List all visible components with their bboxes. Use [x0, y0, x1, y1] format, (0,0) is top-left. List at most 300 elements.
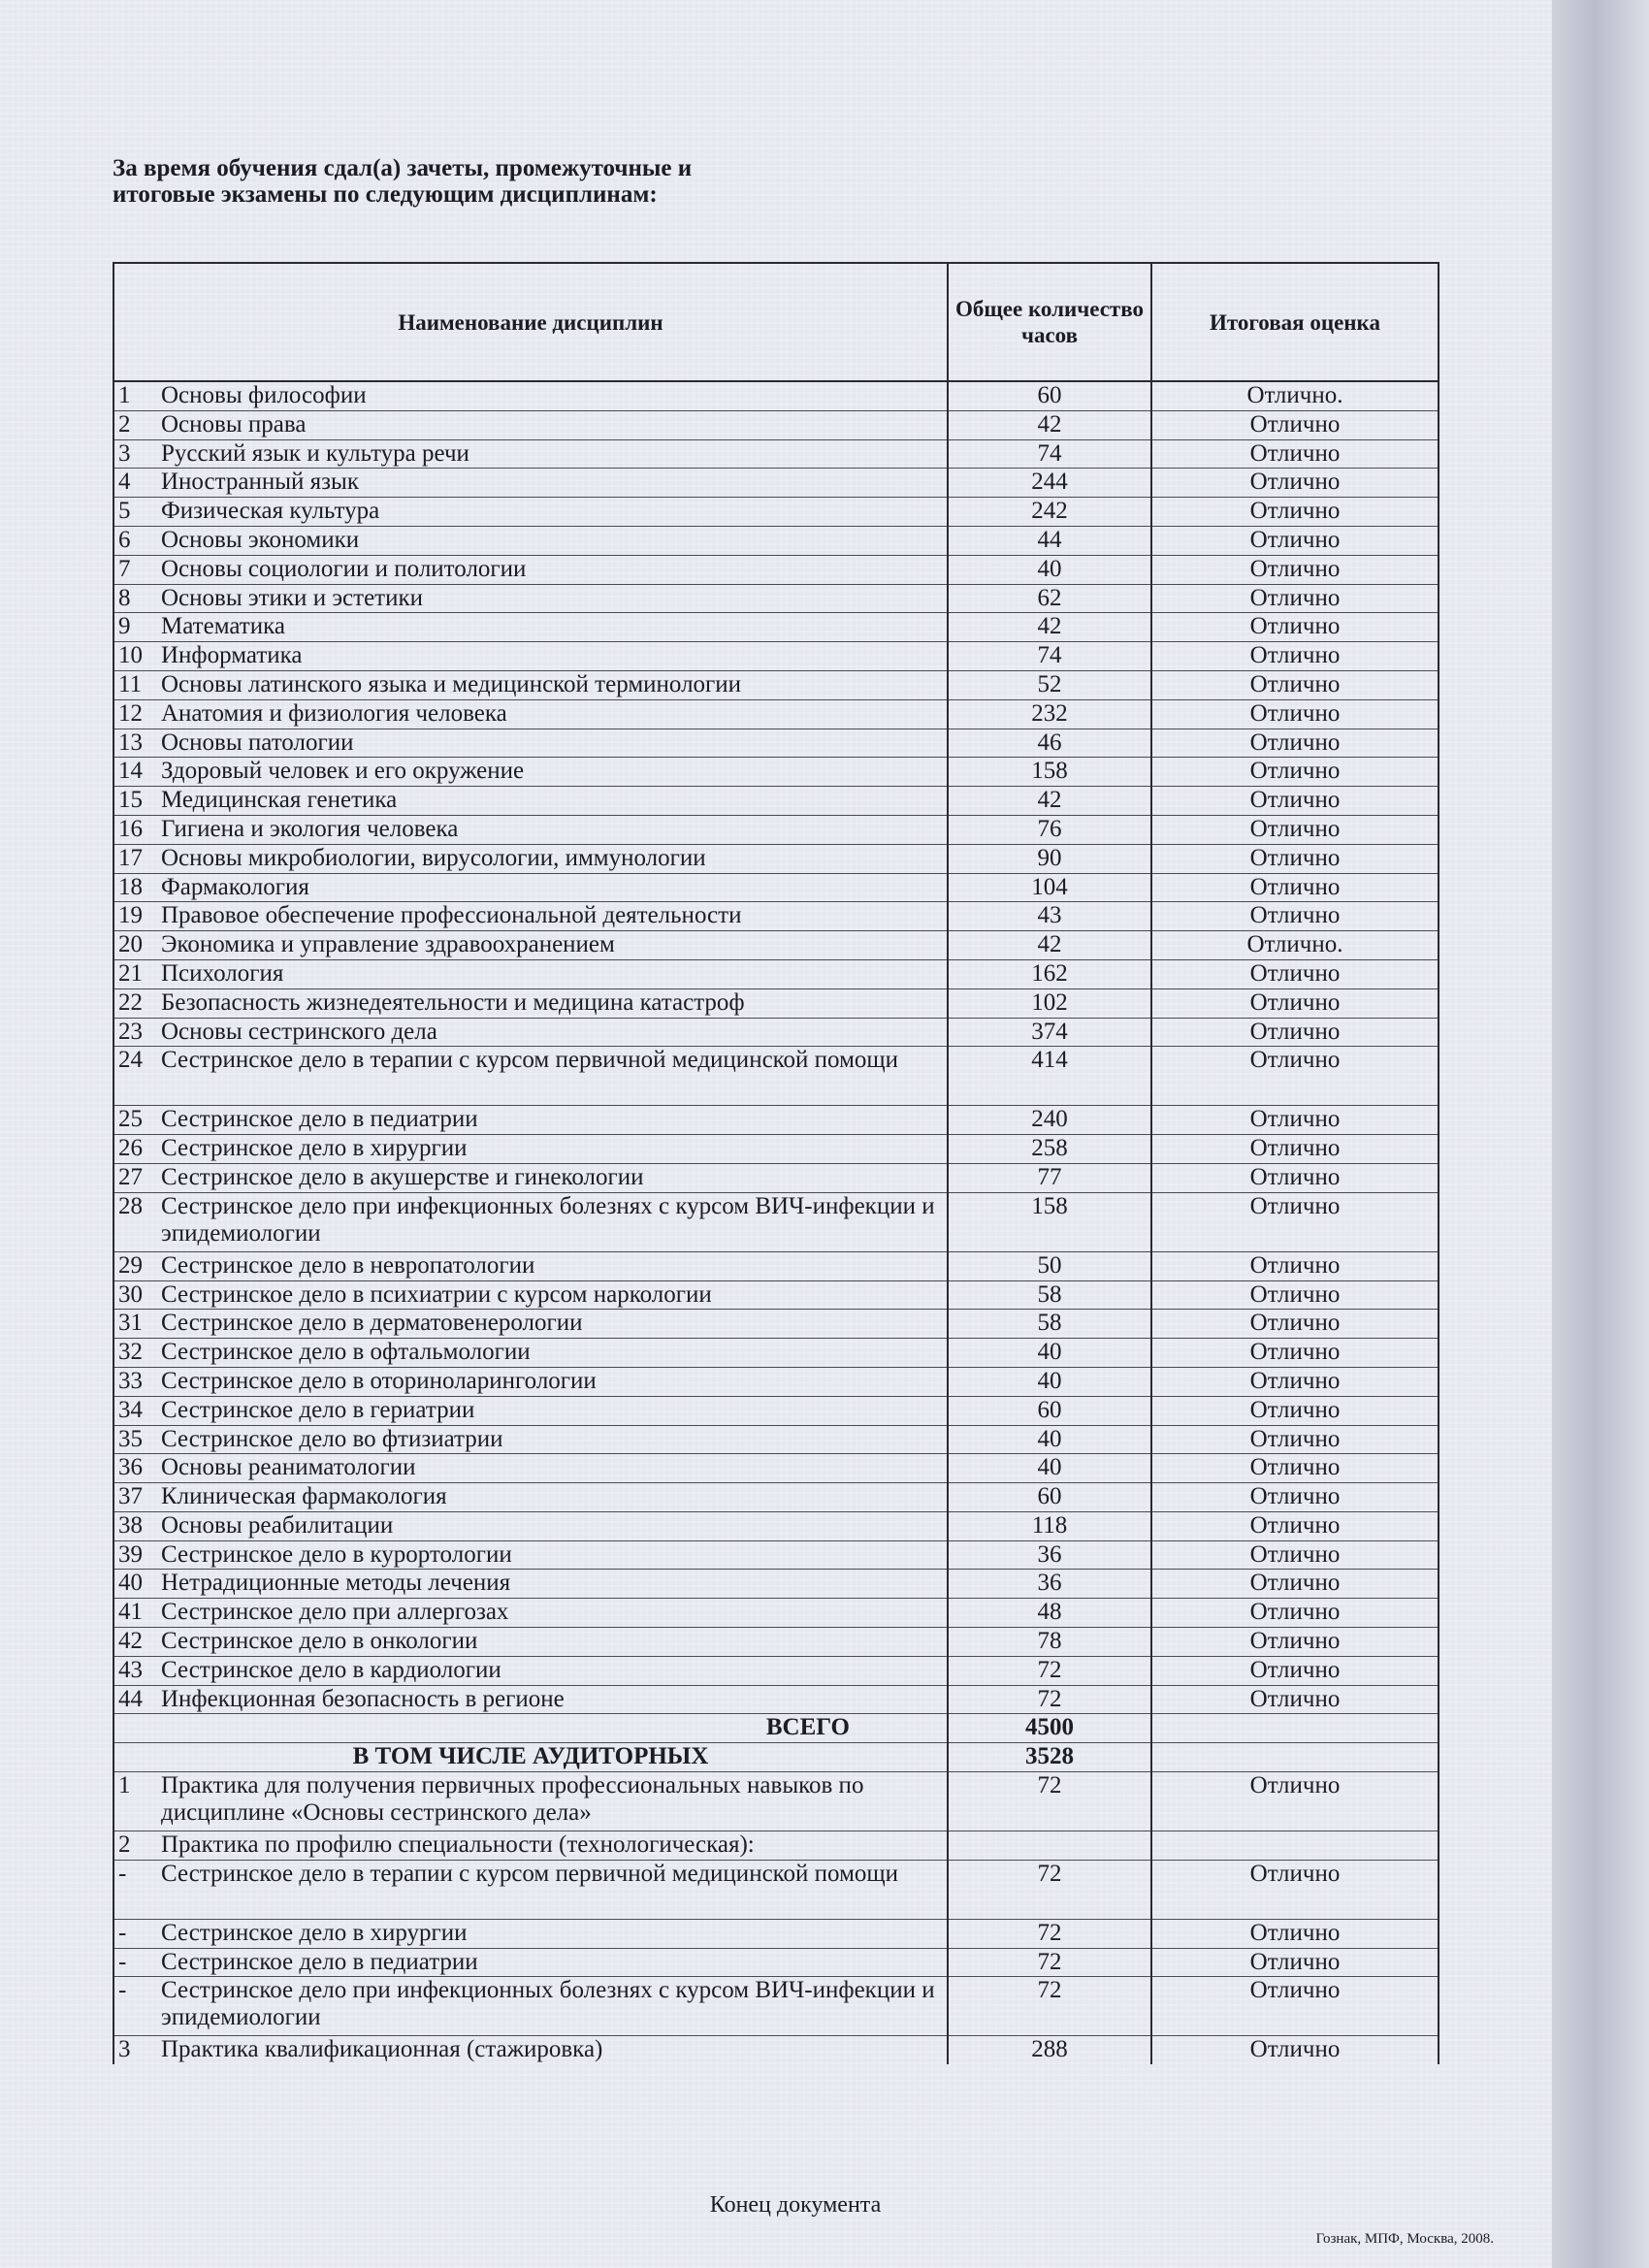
row-number: - — [118, 1860, 127, 1887]
table-row — [113, 1396, 1439, 1425]
grade-cell: Отлично — [1151, 1396, 1439, 1425]
discipline-cell — [113, 1628, 948, 1657]
table-row — [113, 526, 1439, 555]
grade-cell: Отлично — [1151, 670, 1439, 699]
row-number: 17 — [118, 844, 143, 871]
table-row — [113, 1454, 1439, 1483]
grade-cell: Отлично — [1151, 815, 1439, 844]
row-number: 42 — [118, 1628, 143, 1655]
row-number: 36 — [118, 1454, 143, 1481]
discipline-name: Математика — [161, 613, 285, 640]
discipline-name: Гигиена и экология человека — [161, 815, 459, 842]
hours-cell: 258 — [948, 1135, 1151, 1164]
discipline-name: Основы социологии и политологии — [161, 555, 527, 582]
hours-cell: 36 — [948, 1570, 1151, 1599]
discipline-cell — [113, 1948, 948, 1977]
row-number: 16 — [118, 815, 143, 842]
table-row — [113, 1656, 1439, 1685]
discipline-name: Сестринское дело в хирургии — [161, 1135, 468, 1162]
row-number: 39 — [118, 1540, 143, 1568]
discipline-cell — [113, 873, 948, 902]
discipline-cell — [113, 1425, 948, 1454]
discipline-name: Фармакология — [161, 873, 309, 900]
discipline-cell — [113, 1339, 948, 1368]
grade-cell: Отлично — [1151, 1251, 1439, 1280]
discipline-name: Сестринское дело при аллергозах — [161, 1599, 509, 1626]
hours-cell: 414 — [948, 1047, 1151, 1106]
table-row — [113, 758, 1439, 787]
hours-cell: 40 — [948, 1367, 1151, 1396]
discipline-name: Сестринское дело в гериатрии — [161, 1396, 475, 1423]
hours-cell: 104 — [948, 873, 1151, 902]
table-row — [113, 1628, 1439, 1657]
table-row — [113, 988, 1439, 1018]
grade-cell: Отлично — [1151, 1018, 1439, 1047]
table-row — [113, 1919, 1439, 1948]
row-number: 44 — [118, 1685, 143, 1712]
discipline-name: Основы сестринского дела — [161, 1018, 437, 1045]
discipline-cell — [113, 584, 948, 613]
total-row — [113, 1714, 1439, 1743]
discipline-cell — [113, 1919, 948, 1948]
table-row — [113, 439, 1439, 469]
table-row — [113, 1948, 1439, 1977]
discipline-cell — [113, 815, 948, 844]
discipline-cell — [113, 1192, 948, 1251]
row-number: 1 — [118, 1772, 131, 1799]
discipline-name: Сестринское дело в курортологии — [161, 1540, 512, 1568]
hours-cell: 58 — [948, 1280, 1151, 1310]
discipline-name: Сестринское дело в педиатрии — [161, 1106, 478, 1133]
hours-cell: 48 — [948, 1599, 1151, 1628]
hours-cell: 62 — [948, 584, 1151, 613]
row-number: 23 — [118, 1018, 143, 1045]
grade-cell: Отлично — [1151, 787, 1439, 816]
discipline-name: Безопасность жизнедеятельности и медицина катастроф — [161, 988, 745, 1016]
table-row — [113, 699, 1439, 729]
hours-cell: 74 — [948, 642, 1151, 671]
discipline-name: Сестринское дело в терапии с курсом первичной медицинской помощи — [161, 1860, 899, 1887]
grade-cell: Отлично — [1151, 1570, 1439, 1599]
discipline-cell — [113, 1831, 948, 1861]
hours-cell: 72 — [948, 1919, 1151, 1948]
table-row — [113, 1367, 1439, 1396]
discipline-name: Сестринское дело во фтизиатрии — [161, 1425, 503, 1452]
discipline-cell — [113, 498, 948, 527]
grade-cell: Отлично — [1151, 1454, 1439, 1483]
grade-cell: Отлично — [1151, 1339, 1439, 1368]
grade-cell: Отлично — [1151, 1628, 1439, 1657]
table-row — [113, 1570, 1439, 1599]
grade-cell: Отлично — [1151, 2036, 1439, 2064]
total-row-grade — [1151, 1714, 1439, 1743]
row-number: 32 — [118, 1339, 143, 1366]
row-number: 8 — [118, 584, 131, 611]
table-row — [113, 1772, 1439, 1831]
hours-cell: 60 — [948, 381, 1151, 410]
discipline-cell — [113, 642, 948, 671]
table-row — [113, 498, 1439, 527]
table-row — [113, 729, 1439, 758]
table-row — [113, 902, 1439, 931]
discipline-cell — [113, 670, 948, 699]
column-header-name: Наименование дисциплин — [113, 263, 948, 381]
discipline-name: Основы экономики — [161, 526, 360, 553]
discipline-name: Сестринское дело в невропатологии — [161, 1251, 535, 1279]
discipline-name: Психология — [161, 959, 284, 987]
grade-cell: Отлично — [1151, 555, 1439, 584]
hours-cell: 118 — [948, 1511, 1151, 1540]
discipline-cell — [113, 1977, 948, 2036]
hours-cell: 78 — [948, 1628, 1151, 1657]
discipline-name: Клиническая фармакология — [161, 1483, 447, 1510]
grade-cell: Отлично — [1151, 1106, 1439, 1135]
table-row — [113, 1831, 1439, 1861]
table-row — [113, 469, 1439, 498]
discipline-cell — [113, 1570, 948, 1599]
table-row — [113, 1540, 1439, 1570]
hours-cell: 158 — [948, 1192, 1151, 1251]
row-number: 37 — [118, 1483, 143, 1510]
grade-cell: Отлично — [1151, 439, 1439, 469]
grade-cell: Отлично — [1151, 469, 1439, 498]
hours-cell — [948, 1831, 1151, 1861]
hours-cell: 72 — [948, 1860, 1151, 1919]
discipline-cell — [113, 1860, 948, 1919]
discipline-name: Физическая культура — [161, 498, 380, 525]
hours-cell: 232 — [948, 699, 1151, 729]
row-number: 34 — [118, 1396, 143, 1423]
discipline-name: Основы реабилитации — [161, 1511, 394, 1539]
row-number: 4 — [118, 469, 131, 496]
grade-cell: Отлично — [1151, 699, 1439, 729]
discipline-cell — [113, 1310, 948, 1339]
table-row — [113, 931, 1439, 960]
discipline-cell — [113, 1540, 948, 1570]
discipline-cell — [113, 1106, 948, 1135]
row-number: 40 — [118, 1570, 143, 1597]
table-row — [113, 1599, 1439, 1628]
row-number: 21 — [118, 959, 143, 987]
grade-cell: Отлично — [1151, 1047, 1439, 1106]
hours-cell: 242 — [948, 498, 1151, 527]
row-number: 14 — [118, 758, 143, 785]
row-number: 2 — [118, 1831, 131, 1859]
heading-line-2: итоговые экзамены по следующим дисциплинам: — [113, 181, 658, 208]
discipline-name: Практика по профилю специальности (технологическая): — [161, 1831, 755, 1859]
discipline-name: Сестринское дело в онкологии — [161, 1628, 478, 1655]
row-number: 26 — [118, 1135, 143, 1162]
table-row — [113, 1339, 1439, 1368]
discipline-cell — [113, 1396, 948, 1425]
table-row — [113, 410, 1439, 439]
discipline-cell — [113, 902, 948, 931]
hours-cell: 40 — [948, 1454, 1151, 1483]
grade-cell: Отлично — [1151, 1977, 1439, 2036]
hours-cell: 374 — [948, 1018, 1151, 1047]
hours-cell: 43 — [948, 902, 1151, 931]
discipline-name: Основы реаниматологии — [161, 1454, 416, 1481]
grade-cell: Отлично — [1151, 410, 1439, 439]
row-number: 20 — [118, 931, 143, 958]
discipline-name: Русский язык и культура речи — [161, 439, 469, 467]
grade-cell: Отлично — [1151, 729, 1439, 758]
table-body — [113, 381, 1439, 2064]
discipline-name: Сестринское дело в акушерстве и гинекологии — [161, 1163, 644, 1190]
heading-line-1: За время обучения сдал(а) зачеты, промежуточные и — [113, 155, 693, 181]
discipline-cell — [113, 758, 948, 787]
grade-cell: Отлично — [1151, 1310, 1439, 1339]
row-number: 41 — [118, 1599, 143, 1626]
hours-cell: 77 — [948, 1163, 1151, 1192]
discipline-name: Основы этики и эстетики — [161, 584, 423, 611]
table-row — [113, 959, 1439, 988]
grade-cell: Отлично — [1151, 844, 1439, 873]
table-row — [113, 1047, 1439, 1106]
table-row — [113, 1860, 1439, 1919]
discipline-name: Практика для получения первичных профессиональных навыков по дисциплине «Основы сестринского дела» — [161, 1772, 864, 1827]
hours-cell: 60 — [948, 1396, 1151, 1425]
row-number: 19 — [118, 902, 143, 929]
discipline-cell — [113, 1685, 948, 1714]
discipline-cell — [113, 381, 948, 410]
discipline-cell — [113, 1163, 948, 1192]
discipline-cell — [113, 1251, 948, 1280]
grade-cell: Отлично — [1151, 902, 1439, 931]
table-row — [113, 1163, 1439, 1192]
printer-imprint: Гознак, МПФ, Москва, 2008. — [1315, 2231, 1494, 2247]
hours-cell: 72 — [948, 1656, 1151, 1685]
grade-cell: Отлично — [1151, 1656, 1439, 1685]
row-number: 35 — [118, 1425, 143, 1452]
discipline-cell — [113, 1454, 948, 1483]
grade-cell: Отлично — [1151, 873, 1439, 902]
auditory-total-row-grade — [1151, 1743, 1439, 1772]
table-row — [113, 2036, 1439, 2064]
table-row — [113, 670, 1439, 699]
discipline-cell — [113, 1656, 948, 1685]
discipline-cell — [113, 1511, 948, 1540]
table-row — [113, 1192, 1439, 1251]
discipline-name: Практика квалификационная (стажировка) — [161, 2036, 603, 2063]
grade-cell: Отлично — [1151, 988, 1439, 1018]
row-number: - — [118, 1948, 127, 1975]
row-number: 12 — [118, 699, 143, 727]
discipline-cell — [113, 613, 948, 642]
total-row-label: ВСЕГО — [113, 1714, 948, 1743]
grade-cell: Отлично — [1151, 1772, 1439, 1831]
hours-cell: 40 — [948, 1425, 1151, 1454]
auditory-total-row-hours: 3528 — [948, 1743, 1151, 1772]
table-row — [113, 815, 1439, 844]
grade-cell: Отлично — [1151, 1135, 1439, 1164]
discipline-name: Сестринское дело в терапии с курсом первичной медицинской помощи — [161, 1047, 899, 1074]
hours-cell: 58 — [948, 1310, 1151, 1339]
hours-cell: 240 — [948, 1106, 1151, 1135]
discipline-name: Сестринское дело в офтальмологии — [161, 1339, 531, 1366]
hours-cell: 76 — [948, 815, 1151, 844]
discipline-name: Сестринское дело при инфекционных болезнях с курсом ВИЧ-инфекции и эпидемиологии — [161, 1977, 935, 2031]
hours-cell: 42 — [948, 931, 1151, 960]
end-of-document-note: Конец документа — [709, 2192, 882, 2218]
grades-table — [113, 262, 1439, 2064]
page-edge — [1552, 0, 1649, 2268]
discipline-cell — [113, 1135, 948, 1164]
discipline-name: Основы латинского языка и медицинской терминологии — [161, 670, 742, 697]
hours-cell: 288 — [948, 2036, 1151, 2064]
discipline-cell — [113, 699, 948, 729]
discipline-name: Основы патологии — [161, 729, 354, 756]
discipline-cell — [113, 729, 948, 758]
discipline-cell — [113, 1599, 948, 1628]
table-row — [113, 787, 1439, 816]
table-row — [113, 1135, 1439, 1164]
discipline-name: Правовое обеспечение профессиональной деятельности — [161, 902, 742, 929]
grade-cell: Отлично — [1151, 1280, 1439, 1310]
grade-cell: Отлично — [1151, 1860, 1439, 1919]
discipline-cell — [113, 1483, 948, 1512]
grade-cell: Отлично — [1151, 1163, 1439, 1192]
row-number: 11 — [118, 670, 143, 697]
hours-cell: 72 — [948, 1685, 1151, 1714]
table-row — [113, 1280, 1439, 1310]
discipline-name: Сестринское дело в кардиологии — [161, 1656, 501, 1683]
discipline-cell — [113, 2036, 948, 2064]
table-row — [113, 555, 1439, 584]
row-number: 38 — [118, 1511, 143, 1539]
discipline-cell — [113, 959, 948, 988]
row-number: 3 — [118, 2036, 131, 2063]
discipline-cell — [113, 988, 948, 1018]
column-header-hours: Общее количество часов — [948, 263, 1151, 381]
row-number: 30 — [118, 1280, 143, 1308]
discipline-cell — [113, 1367, 948, 1396]
discipline-name: Инфекционная безопасность в регионе — [161, 1685, 565, 1712]
row-number: 6 — [118, 526, 131, 553]
table-row — [113, 1106, 1439, 1135]
discipline-cell — [113, 1018, 948, 1047]
discipline-cell — [113, 469, 948, 498]
grade-cell — [1151, 1831, 1439, 1861]
row-number: 5 — [118, 498, 131, 525]
discipline-name: Основы философии — [161, 382, 367, 408]
discipline-cell — [113, 439, 948, 469]
discipline-name: Сестринское дело в оториноларингологии — [161, 1367, 597, 1394]
grade-cell: Отлично — [1151, 1599, 1439, 1628]
table-row — [113, 1685, 1439, 1714]
discipline-name: Экономика и управление здравоохранением — [161, 931, 615, 958]
hours-cell: 36 — [948, 1540, 1151, 1570]
row-number: 10 — [118, 642, 143, 669]
table-row — [113, 381, 1439, 410]
discipline-name: Сестринское дело в хирургии — [161, 1919, 468, 1946]
hours-cell: 44 — [948, 526, 1151, 555]
hours-cell: 42 — [948, 613, 1151, 642]
row-number: - — [118, 1977, 127, 2004]
grade-cell: Отлично — [1151, 1685, 1439, 1714]
row-number: 7 — [118, 555, 131, 582]
hours-cell: 158 — [948, 758, 1151, 787]
row-number: 22 — [118, 988, 143, 1016]
discipline-cell — [113, 1772, 948, 1831]
discipline-name: Сестринское дело в педиатрии — [161, 1948, 478, 1975]
discipline-name: Сестринское дело в дерматовенерологии — [161, 1310, 583, 1337]
discipline-name: Здоровый человек и его окружение — [161, 758, 525, 785]
table-row — [113, 613, 1439, 642]
grade-cell: Отлично — [1151, 642, 1439, 671]
document-heading — [113, 155, 908, 208]
row-number: 15 — [118, 787, 143, 814]
discipline-cell — [113, 844, 948, 873]
grade-cell: Отлично — [1151, 1367, 1439, 1396]
row-number: 13 — [118, 729, 143, 756]
auditory-total-row — [113, 1743, 1439, 1772]
hours-cell: 72 — [948, 1772, 1151, 1831]
grade-cell: Отлично — [1151, 584, 1439, 613]
discipline-cell — [113, 526, 948, 555]
row-number: 43 — [118, 1656, 143, 1683]
row-number: 31 — [118, 1310, 143, 1337]
hours-cell: 42 — [948, 787, 1151, 816]
discipline-cell — [113, 1047, 948, 1106]
row-number: 18 — [118, 873, 143, 900]
table-row — [113, 1018, 1439, 1047]
grade-cell: Отлично — [1151, 1425, 1439, 1454]
table-row — [113, 642, 1439, 671]
grade-cell: Отлично. — [1151, 931, 1439, 960]
table-row — [113, 844, 1439, 873]
table-header-row — [113, 263, 1439, 381]
auditory-total-row-label: В ТОМ ЧИСЛЕ АУДИТОРНЫХ — [113, 1743, 948, 1772]
table-row — [113, 1310, 1439, 1339]
grade-cell: Отлично — [1151, 1511, 1439, 1540]
hours-cell: 162 — [948, 959, 1151, 988]
row-number: 27 — [118, 1163, 143, 1190]
discipline-cell — [113, 1280, 948, 1310]
table-row — [113, 1977, 1439, 2036]
row-number: 29 — [118, 1251, 143, 1279]
discipline-name: Информатика — [161, 642, 303, 669]
hours-cell: 90 — [948, 844, 1151, 873]
row-number: 1 — [118, 382, 131, 408]
row-number: - — [118, 1919, 127, 1946]
discipline-name: Нетрадиционные методы лечения — [161, 1570, 511, 1597]
discipline-name: Иностранный язык — [161, 469, 359, 496]
hours-cell: 52 — [948, 670, 1151, 699]
hours-cell: 40 — [948, 555, 1151, 584]
table-row — [113, 1425, 1439, 1454]
grade-cell: Отлично — [1151, 526, 1439, 555]
table-row — [113, 1511, 1439, 1540]
grade-cell: Отлично — [1151, 1540, 1439, 1570]
discipline-name: Основы микробиологии, вирусологии, иммунологии — [161, 844, 706, 871]
row-number: 9 — [118, 613, 131, 640]
table-row — [113, 873, 1439, 902]
hours-cell: 60 — [948, 1483, 1151, 1512]
hours-cell: 50 — [948, 1251, 1151, 1280]
hours-cell: 40 — [948, 1339, 1151, 1368]
hours-cell: 244 — [948, 469, 1151, 498]
column-header-grade: Итоговая оценка — [1151, 263, 1439, 381]
table-row — [113, 1483, 1439, 1512]
grade-cell: Отлично — [1151, 498, 1439, 527]
row-number: 25 — [118, 1106, 143, 1133]
table-row — [113, 1251, 1439, 1280]
hours-cell: 102 — [948, 988, 1151, 1018]
grade-cell: Отлично — [1151, 959, 1439, 988]
discipline-cell — [113, 410, 948, 439]
grade-cell: Отлично — [1151, 613, 1439, 642]
